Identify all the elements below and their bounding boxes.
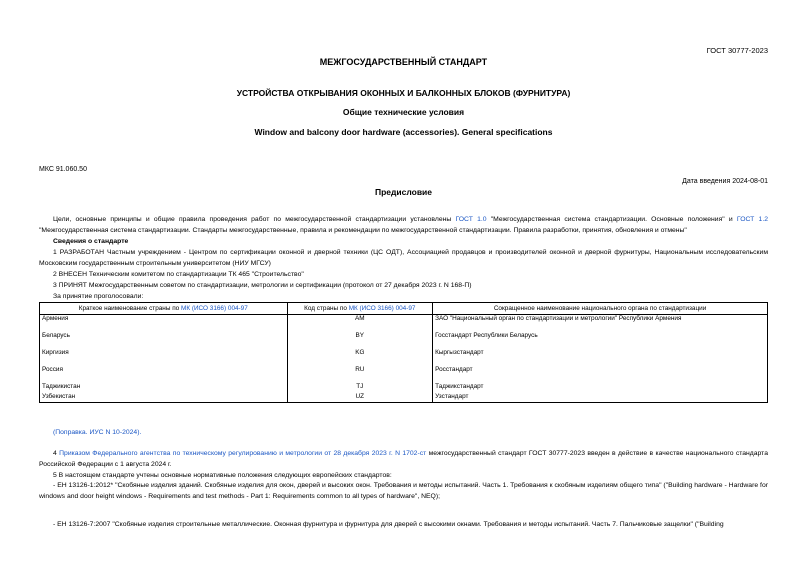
code-cell: BY [287, 332, 433, 349]
table-row [40, 383, 768, 393]
item-3-adopted: 3 ПРИНЯТ Межгосударственным советом по стандартизации, метрологии и сертификации (протокол от 27 декабря 2023 г. N 168-П) [53, 282, 472, 289]
item-4-number: 4 [53, 450, 60, 457]
country-cell: Беларусь [40, 332, 288, 349]
body-cell: ЗАО "Национальный орган по стандартизации и метрологии" Республики Армения [433, 315, 768, 332]
country-name-header [40, 303, 288, 315]
table-row [40, 366, 768, 383]
body-cell: Кыргызстандарт [433, 349, 768, 366]
country-cell: Армения [40, 315, 288, 332]
foreword-text-3: "Межгосударственная система стандартизации. Стандарты межгосударственные, правила и рекомендации по межгосударственной стандартизации. Правила разработки, принятия, обновления и отмены" [39, 227, 687, 234]
standard-kind: МЕЖГОСУДАРСТВЕННЫЙ СТАНДАРТ [319, 57, 488, 67]
item-4-text: межгосударственный стандарт ГОСТ 30777-2023 введен в действие в качестве национального стандарта Российской Федерации с 1 августа 2024 г. [39, 450, 769, 468]
table-row [40, 315, 768, 332]
document-subtitle: Общие технические условия [342, 107, 465, 117]
code-cell: KG [287, 349, 433, 366]
foreword-text-1: Цели, основные принципы и общие правила проведения работ по межгосударственной стандартизации установлены [53, 216, 456, 223]
item-1-developed: 1 РАЗРАБОТАН Частным учреждением - Центром по сертификации оконной и дверной техники (ЦС ОДТ), Ассоциацией продавцов и производителей оконной и дверной фурнитуры, Национальным исследовательским Московским государственным строительным университетом (НИУ МГСУ) [39, 249, 768, 267]
code-cell: AM [287, 315, 433, 332]
standards-body-header: Сокращенное наименование национального органа по стандартизации [433, 303, 768, 315]
gost-1-0-link[interactable]: ГОСТ 1.0 [455, 216, 487, 223]
country-cell: Узбекистан [40, 393, 288, 403]
body-cell: Росстандарт [433, 366, 768, 383]
body-cell: Узстандарт [433, 393, 768, 403]
countries-table [39, 302, 768, 403]
en-13126-1-entry: - ЕН 13126-1:2012* "Скобяные изделия зданий. Скобяные изделия для окон, дверей и высоких окон. Требования и методы испытаний. Часть 1. Требования к скобяным изделиям общего типа" ("Building hardware - Hardware for windows and door height windows - Requirements and test methods - Part 1: Requirements common to all types of hardware", NEQ); [39, 482, 768, 500]
code-cell: RU [287, 366, 433, 383]
code-cell: UZ [287, 393, 433, 403]
country-name-header-text: Краткое наименование страны по [78, 305, 181, 312]
code-cell: TJ [287, 383, 433, 393]
english-title: Window and balcony door hardware (accessories). General specifications [254, 127, 553, 137]
foreword-text-2: "Межгосударственная система стандартизации. Основные положения" и [486, 216, 737, 223]
item-2-submitted: 2 ВНЕСЕН Техническим комитетом по стандартизации ТК 465 "Строительство" [53, 271, 304, 278]
order-link[interactable]: Приказом Федерального агентства по техническому регулированию и метрологии от 28 декабря 2023 г. N 1702-ст [59, 450, 427, 457]
en-13126-7-entry: - ЕН 13126-7:2007 "Скобяные изделия строительные металлические. Оконная фурнитура и фурнитура для дверей с высокими окнами. Требования и методы испытаний. Часть 7. Пальчиковые защелки" ("Building [53, 521, 724, 528]
mks-code: МКС 91.060.50 [39, 166, 87, 173]
amendment-link[interactable]: (Поправка. ИУС N 10-2024). [53, 429, 142, 436]
standard-info-heading: Сведения о стандарте [53, 238, 129, 245]
voted-label: За принятие проголосовали: [53, 293, 144, 300]
mk-iso-link[interactable]: МК (ИСО 3166) 004-97 [181, 305, 248, 312]
foreword-heading: Предисловие [374, 187, 433, 197]
introduction-date: Дата введения 2024-08-01 [682, 178, 768, 185]
table-row [40, 393, 768, 403]
document-number: ГОСТ 30777-2023 [706, 46, 768, 55]
item-4-order [39, 448, 768, 470]
country-cell: Таджикистан [40, 383, 288, 393]
country-cell: Россия [40, 366, 288, 383]
foreword-paragraph [39, 214, 768, 236]
table-row [40, 332, 768, 349]
country-code-header-text: Код страны по [304, 305, 349, 312]
table-row [40, 349, 768, 366]
gost-1-2-link[interactable]: ГОСТ 1.2 [736, 216, 768, 223]
table-header-row [40, 303, 768, 315]
mk-iso-link[interactable]: МК (ИСО 3166) 004-97 [348, 305, 416, 312]
country-code-header [287, 303, 433, 315]
body-cell: Госстандарт Республики Беларусь [433, 332, 768, 349]
document-title: УСТРОЙСТВА ОТКРЫВАНИЯ ОКОННЫХ И БАЛКОННЫХ БЛОКОВ (ФУРНИТУРА) [236, 88, 571, 98]
body-cell: Таджикстандарт [433, 383, 768, 393]
item-5-european-standards: 5 В настоящем стандарте учтены основные нормативные положения следующих европейских стандартов: [53, 472, 392, 479]
country-cell: Киргизия [40, 349, 288, 366]
